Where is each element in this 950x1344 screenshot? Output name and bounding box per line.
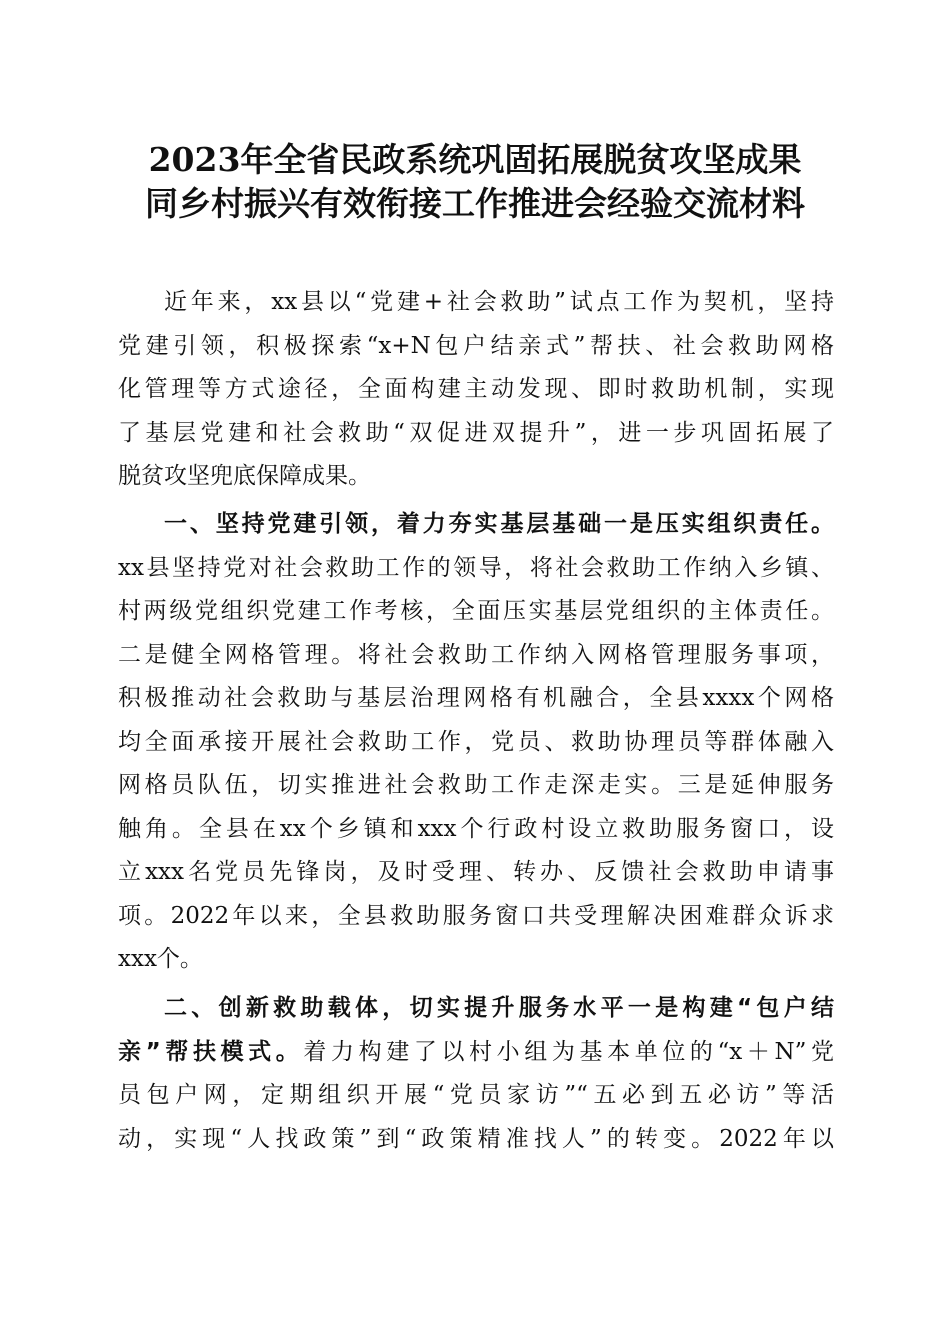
document-title-line-2: 同乡村振兴有效衔接工作推进会经验交流材料 <box>145 184 805 223</box>
paragraph-section-1 <box>118 503 834 982</box>
text-line <box>118 1031 834 1075</box>
text-line: 动，实现“人找政策”到“政策精准找人”的转变。2022年以 <box>118 1125 834 1152</box>
text-line: 村两级党组织党建工作考核，全面压实基层党组织的主体责任。 <box>118 598 834 624</box>
text-line: xx县坚持党对社会救助工作的领导，将社会救助工作纳入乡镇、 <box>118 554 834 581</box>
text-line: 均全面承接开展社会救助工作，党员、救助协理员等群体融入 <box>118 728 834 755</box>
text-line: 近年来，xx县以“党建+社会救助”试点工作为契机，坚持 <box>164 289 834 315</box>
section-heading: 一、坚持党建引领，着力夯实基层基础一是压实组织责任。 <box>164 511 834 537</box>
text-line: 党建引领，积极探索“x+N包户结亲式”帮扶、社会救助网格 <box>118 332 834 359</box>
text-line: 积极推动社会救助与基层治理网格有机融合，全县xxxx个网格 <box>118 685 834 711</box>
text-run: 着力构建了以村小组为基本单位的“x＋N”党 <box>303 1038 834 1065</box>
section-heading-continued: 亲”帮扶模式。 <box>118 1038 304 1065</box>
text-line: 了基层党建和社会救助“双促进双提升”，进一步巩固拓展了 <box>118 419 834 446</box>
paragraph-intro <box>118 281 834 499</box>
text-line: 员包户网，定期组织开展“党员家访”“五必到五必访”等活 <box>118 1082 834 1108</box>
text-line: 立xxx名党员先锋岗，及时受理、转办、反馈社会救助申请事 <box>118 859 834 885</box>
document-title-line-1: 2023年全省民政系统巩固拓展脱贫攻坚成果 <box>148 140 802 179</box>
text-line: 脱贫攻坚兜底保障成果。 <box>118 463 371 489</box>
paragraph-section-2 <box>118 987 834 1161</box>
section-heading: 二、创新救助载体，切实提升服务水平一是构建“包户结 <box>164 995 834 1021</box>
text-line: 触角。全县在xx个乡镇和xxx个行政村设立救助服务窗口，设 <box>118 815 834 842</box>
text-line: 网格员队伍，切实推进社会救助工作走深走实。三是延伸服务 <box>118 772 834 798</box>
text-line: 化管理等方式途径，全面构建主动发现、即时救助机制，实现 <box>118 376 834 402</box>
text-line: 项。2022年以来，全县救助服务窗口共受理解决困难群众诉求 <box>118 902 834 929</box>
text-line: xxx个。 <box>118 946 203 972</box>
text-line: 二是健全网格管理。将社会救助工作纳入网格管理服务事项， <box>118 641 834 668</box>
